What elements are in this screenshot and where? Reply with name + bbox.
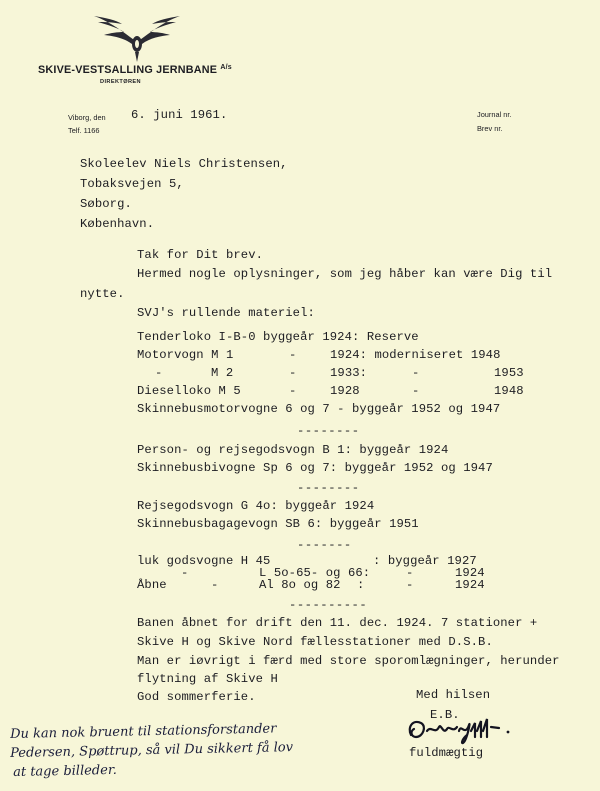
wagon-row-year: 1924	[455, 566, 485, 580]
wagon-row-name: L 5o-65- og 66:	[259, 566, 371, 580]
handwritten-note-line: at tage billeder.	[13, 762, 117, 780]
department: DIREKTØREN	[100, 79, 141, 85]
material-row: Tenderloko I-B-0 byggeår 1924: Reserve	[137, 330, 419, 344]
material-row: Skinnebusbagagevogn SB 6: byggeår 1951	[137, 517, 419, 531]
material-row-dash: -	[289, 366, 297, 380]
material-row-dash: -	[412, 384, 420, 398]
wagon-row-dash: -	[406, 566, 414, 580]
wagon-row-name: Al 8o og 82	[259, 578, 341, 592]
material-row-info: 1924: moderniseret 1948	[330, 348, 501, 362]
wagon-row-info: : byggeår 1927	[373, 554, 477, 568]
closing-line: Man er iøvrigt i færd med store sporomlægninger, herunder	[137, 654, 560, 668]
intro-text-line: Hermed nogle oplysninger, som jeg håber kan være Dig til	[137, 267, 553, 281]
intro-thanks: Tak for Dit brev.	[137, 248, 264, 262]
material-row-dash: -	[289, 384, 297, 398]
regards: Med hilsen	[416, 688, 491, 702]
separator: ----------	[289, 598, 368, 612]
wagon-row-year: 1924	[455, 578, 485, 592]
recipient-street: Tobaksvejen 5,	[80, 177, 184, 191]
signature-role: fuldmægtig	[409, 746, 484, 760]
winged-wheel-logo-icon	[92, 12, 182, 62]
recipient-name: Skoleelev Niels Christensen,	[80, 157, 288, 171]
material-row: Person- og rejsegodsvogn B 1: byggeår 1924	[137, 443, 449, 457]
material-row-name: Motorvogn M 1	[137, 348, 234, 362]
separator: --------	[297, 481, 360, 495]
recipient-town: Søborg.	[80, 197, 132, 211]
company-suffix: A/s	[220, 64, 232, 71]
material-row-year: 1933:	[330, 366, 368, 380]
material-row-dash: -	[155, 366, 163, 380]
closing-line: Banen åbnet for drift den 11. dec. 1924. 7 stationer +	[137, 616, 538, 630]
handwritten-note-line: Pedersen, Spøttrup, så vil Du sikkert få lov	[10, 740, 294, 761]
material-heading: SVJ's rullende materiel:	[137, 306, 315, 320]
separator: --------	[297, 424, 360, 438]
brev-label: Brev nr.	[477, 124, 503, 133]
wagon-row-name: Åbne	[137, 578, 167, 592]
wagon-row-colon: :	[357, 578, 365, 592]
closing-line: flytning af Skive H	[137, 672, 278, 686]
material-row-year: 1928	[330, 384, 360, 398]
material-row: Rejsegodsvogn G 4o: byggeår 1924	[137, 499, 375, 513]
closing-greeting: God sommerferie.	[137, 690, 256, 704]
material-row: Skinnebusmotorvogne 6 og 7 - byggeår 1952 og 1947	[137, 402, 501, 416]
wagon-row-dash: -	[406, 578, 414, 592]
handwritten-note-line: Du kan nok bruent til stationsforstander	[10, 721, 277, 742]
closing-line: Skive H og Skive Nord fællesstationer med D.S.B.	[137, 635, 493, 649]
material-row-dash: -	[412, 366, 420, 380]
material-row-name: Dieselloko M 5	[137, 384, 241, 398]
phone-number: Telf. 1166	[68, 126, 100, 135]
wagon-row-dash: -	[211, 578, 219, 592]
material-row-year: 1948	[494, 384, 524, 398]
material-row-name: M 2	[211, 366, 234, 380]
intro-text-line: nytte.	[80, 287, 125, 301]
journal-label: Journal nr.	[477, 110, 512, 119]
letter-date: 6. juni 1961.	[131, 108, 228, 122]
wagon-row-dash: -	[181, 566, 189, 580]
sender-initials: E.B.	[430, 708, 460, 722]
material-row-dash: -	[289, 348, 297, 362]
wagon-row-name: luk godsvogne H 45	[137, 554, 271, 568]
separator: -------	[297, 538, 352, 552]
signature-icon	[405, 713, 520, 747]
material-row: Skinnebusbivogne Sp 6 og 7: byggeår 1952 og 1947	[137, 461, 493, 475]
place-label: Viborg, den	[68, 113, 106, 122]
company-name: SKIVE-VESTSALLING JERNBANE $^{A/s}$	[38, 64, 232, 76]
recipient-city: København.	[80, 217, 155, 231]
material-row-year: 1953	[494, 366, 524, 380]
